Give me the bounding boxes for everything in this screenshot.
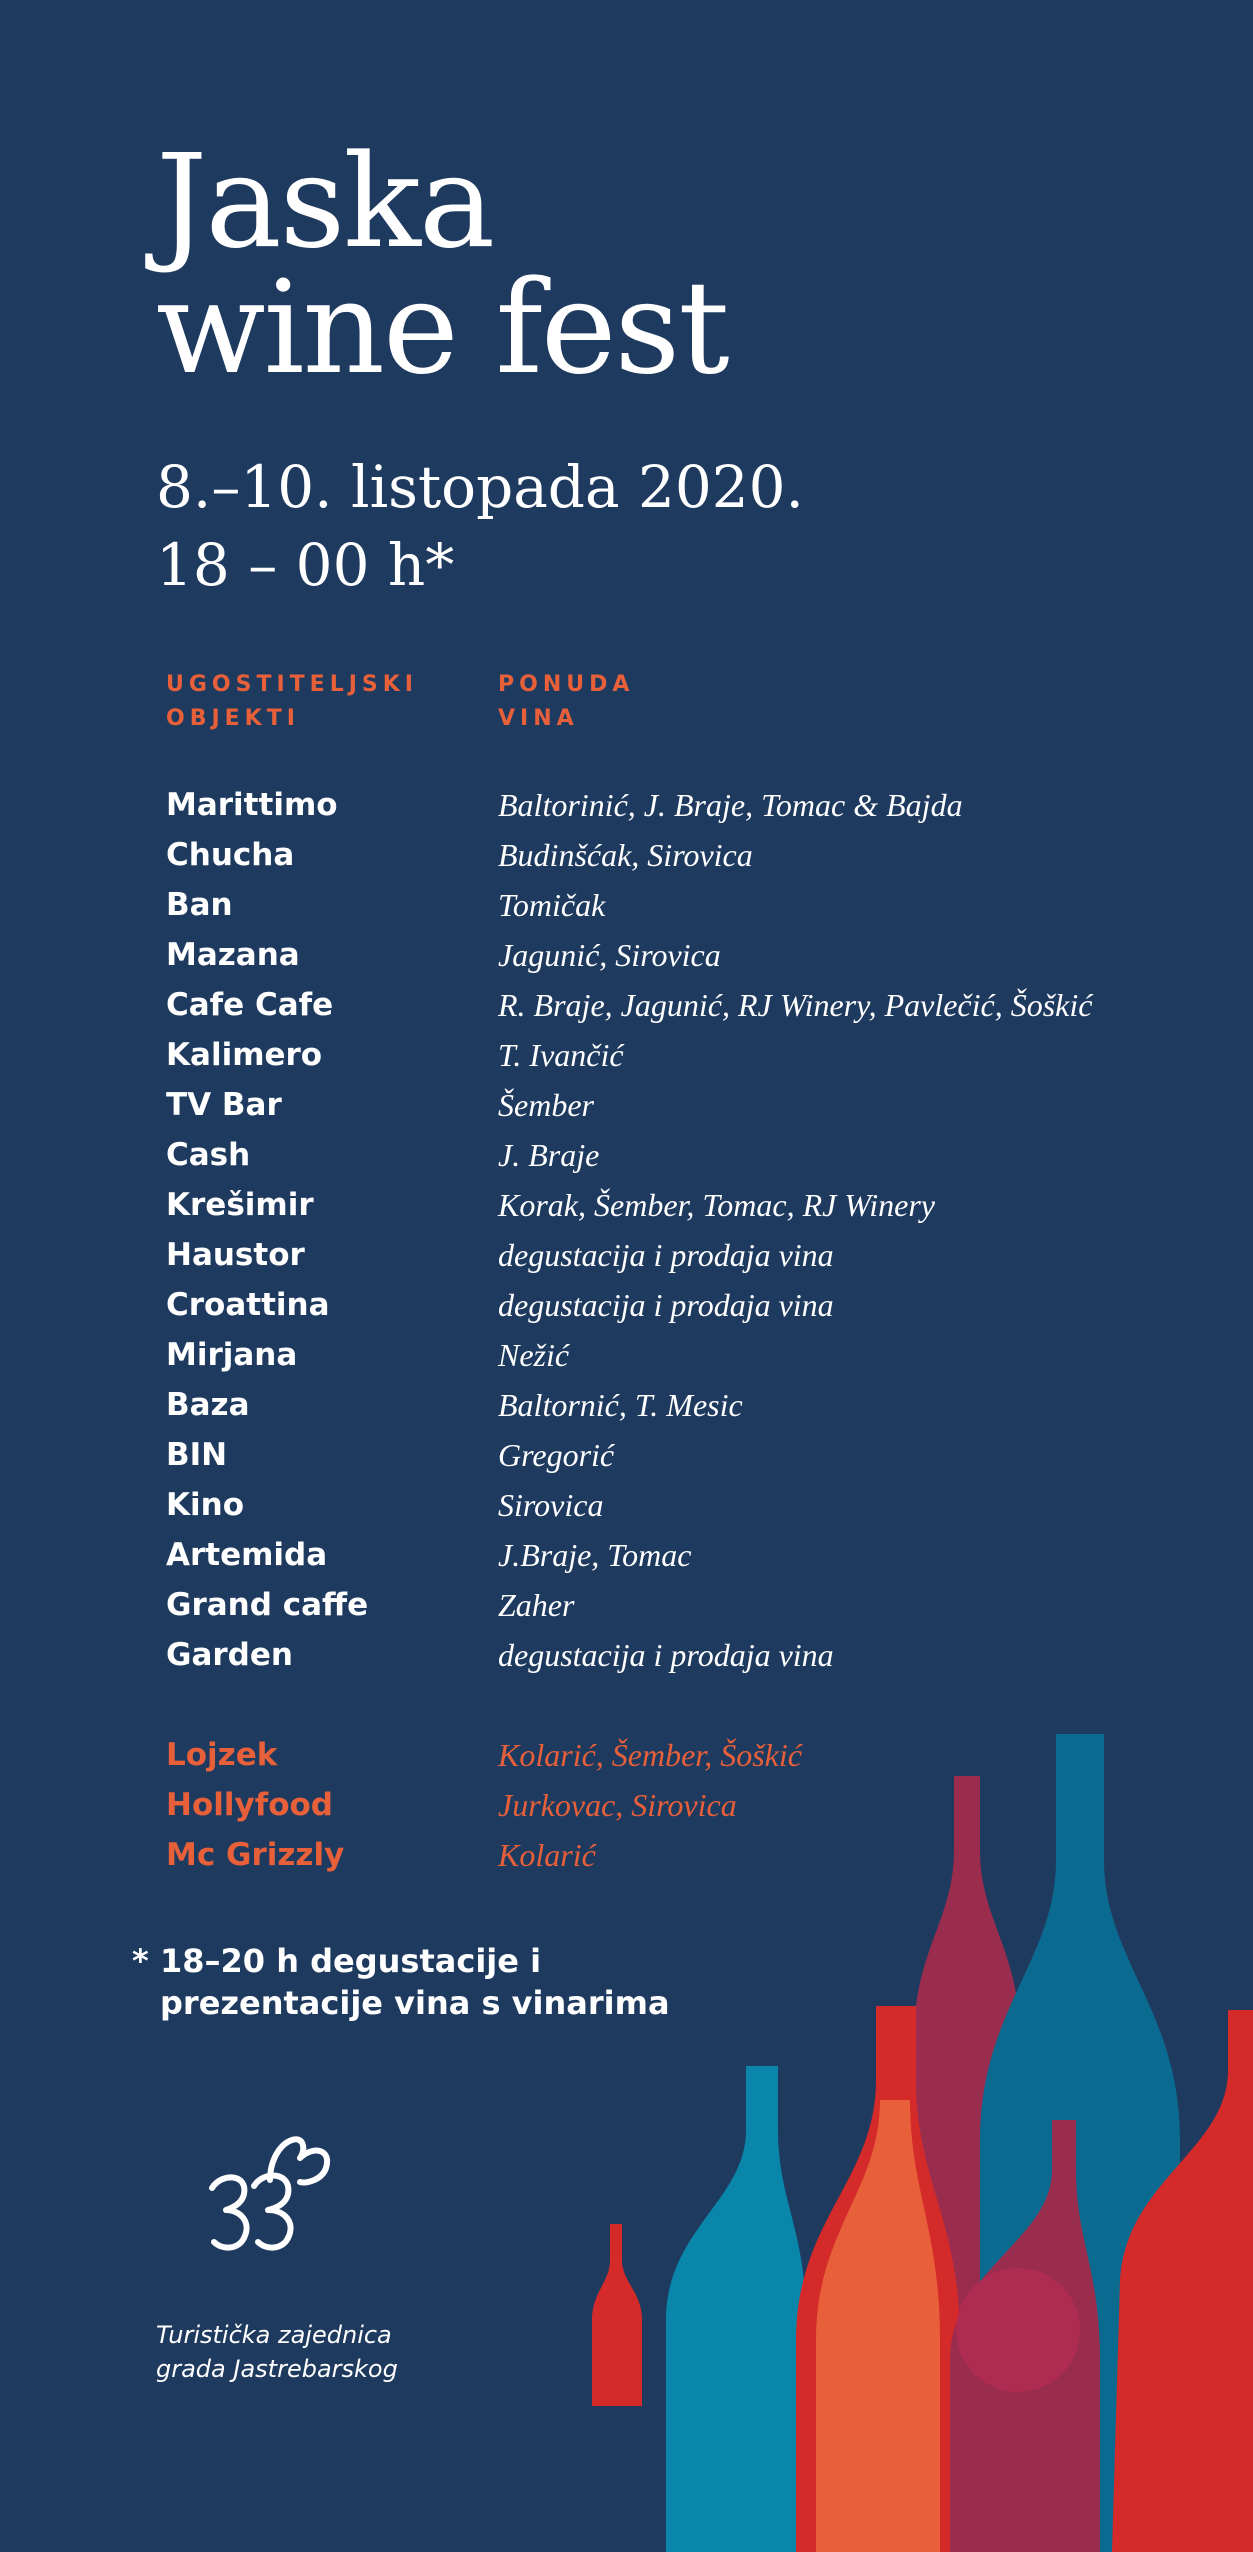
list-item [166,1130,1166,1180]
list-item [166,1280,1166,1330]
list-item [166,1430,1166,1480]
venue-name: Hollyfood [166,1787,333,1823]
organizer-line-1: Turistička zajednica [156,2321,392,2349]
wine-offer: J. Braje [498,1137,600,1173]
event-title [156,128,728,403]
list-item [166,1530,1166,1580]
list-item [166,1630,1166,1680]
wine-offer: Kolarić [498,1837,596,1873]
event-dates [156,448,804,604]
list-item [166,980,1166,1030]
venue-name: Mirjana [166,1337,298,1373]
wine-offer: degustacija i prodaja vina [498,1237,834,1273]
venue-name: BIN [166,1437,228,1473]
wine-offer: Gregorić [498,1437,615,1473]
wine-offer: Jagunić, Sirovica [498,937,721,973]
wine-offer: degustacija i prodaja vina [498,1287,834,1323]
wine-offer: J.Braje, Tomac [498,1537,692,1573]
venue-name: Marittimo [166,787,338,823]
venue-name: Haustor [166,1237,305,1273]
date-range: 8.–10. listopada 2020. [156,453,804,521]
wine-offer: Korak, Šember, Tomac, RJ Winery [498,1187,935,1223]
venue-name: Kalimero [166,1037,323,1073]
list-item [166,1080,1166,1130]
wine-offer: T. Ivančić [498,1037,624,1073]
title-line-2: wine fest [156,254,728,403]
list-item [166,1480,1166,1530]
wine-offer: Baltornić, T. Mesic [498,1387,743,1423]
wine-offer: Budinšćak, Sirovica [498,837,753,873]
venue-name: Cash [166,1137,251,1173]
wine-offer: Šember [498,1087,594,1123]
wine-bottles-illustration-icon [580,1720,1253,2552]
note-line-1: 18–20 h degustacije i [160,1942,542,1980]
wine-offer: R. Braje, Jagunić, RJ Winery, Pavlečić, Šoškić [498,987,1093,1023]
list-item [166,780,1166,830]
venue-name: Lojzek [166,1737,278,1773]
venue-name: Mc Grizzly [166,1837,345,1873]
venue-name: Garden [166,1637,293,1673]
list-item [166,1180,1166,1230]
venue-name: Croattina [166,1287,330,1323]
venue-list [166,780,1166,1880]
wine-offer: degustacija i prodaja vina [498,1637,834,1673]
wine-offer: Baltorinić, J. Braje, Tomac & Bajda [498,787,963,823]
venue-name: Krešimir [166,1187,314,1223]
list-item [166,1030,1166,1080]
venues-header: UGOSTITELJSKI OBJEKTI [166,672,418,731]
list-item [166,880,1166,930]
venue-name: Grand caffe [166,1587,369,1623]
list-item [166,1230,1166,1280]
wine-offer: Sirovica [498,1487,604,1523]
title-line-1: Jaska [156,128,494,277]
wine-offer: Zaher [498,1587,575,1623]
organizer-line-2: grada Jastrebarskog [156,2355,398,2383]
venue-name: Kino [166,1487,245,1523]
jastrebarsko-tourist-board-logo-icon [200,2110,350,2260]
organizer-name [156,2318,398,2386]
list-item [166,1380,1166,1430]
venue-name: Chucha [166,837,295,873]
list-item [166,1330,1166,1380]
list-item [166,1580,1166,1630]
list-item [166,830,1166,880]
venue-name: Mazana [166,937,300,973]
venue-name: Cafe Cafe [166,987,334,1023]
wine-offer: Kolarić, Šember, Šoškić [498,1737,802,1773]
wine-offer: Jurkovac, Sirovica [498,1787,737,1823]
venue-name: Ban [166,887,233,923]
time-range: 18 – 00 h* [156,531,455,599]
venue-name: Baza [166,1387,250,1423]
venue-name: Artemida [166,1537,328,1573]
list-item [166,930,1166,980]
wines-header: PONUDA VINA [498,672,635,731]
note-asterisk: * [132,1942,149,1980]
venue-name: TV Bar [166,1087,282,1123]
wine-offer: Tomičak [498,887,606,923]
note-line-2: prezentacije vina s vinarima [160,1984,670,2022]
wine-offer: Nežić [498,1337,570,1373]
